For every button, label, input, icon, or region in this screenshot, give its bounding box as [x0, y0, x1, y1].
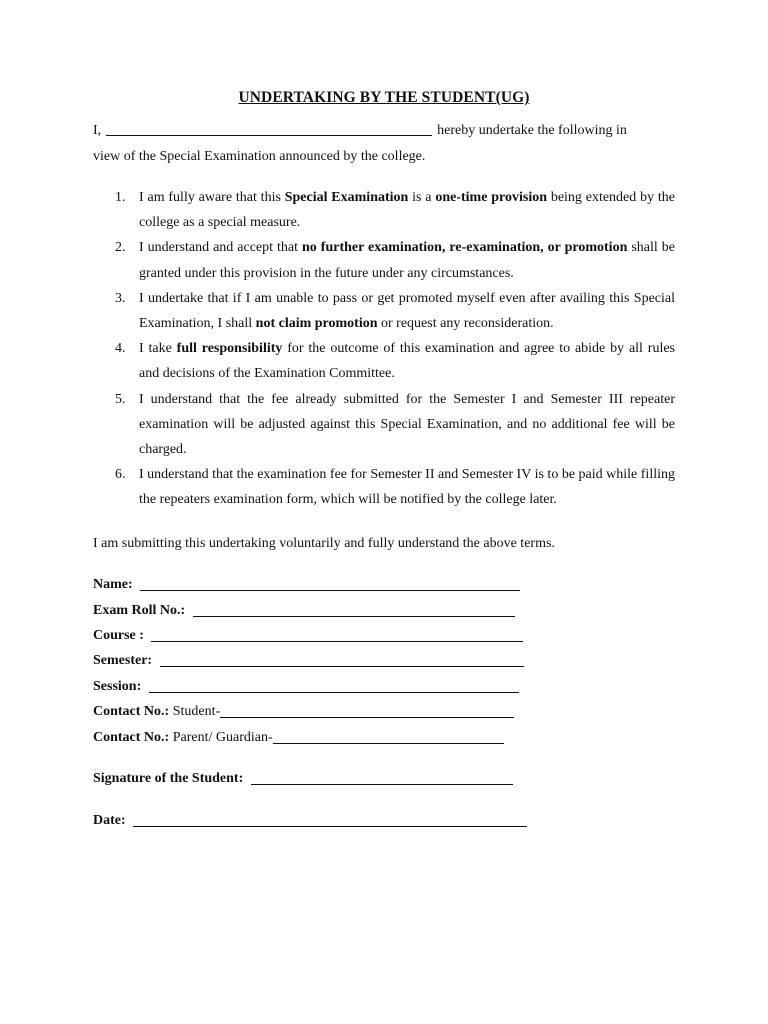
- term-emphasis: full responsibility: [176, 341, 283, 357]
- term-text: is a: [408, 190, 436, 205]
- intro-line-1: [93, 118, 683, 144]
- field-contact-parent: [93, 728, 504, 748]
- intro-prefix: I,: [93, 123, 102, 138]
- terms-list: [93, 185, 675, 513]
- field-date: [93, 811, 527, 831]
- term-number: 1.: [115, 190, 126, 205]
- field-session-line[interactable]: [149, 677, 519, 693]
- field-session-label: Session:: [93, 679, 142, 694]
- field-contact-student-line[interactable]: [220, 702, 514, 718]
- term-number: 5.: [115, 391, 126, 407]
- term-text: shall be granted under this provision in the future under any circumstances.: [139, 240, 675, 281]
- field-semester: [93, 651, 524, 671]
- field-contact-parent-label: Contact No.:: [93, 730, 170, 745]
- term-emphasis: not claim promotion: [255, 316, 378, 332]
- field-contact-student: [93, 702, 514, 722]
- term-item: [93, 462, 675, 512]
- term-number: 6.: [115, 467, 126, 483]
- field-contact-parent-role: Parent/ Guardian-: [172, 730, 273, 745]
- term-text: I understand that the fee already submitted for the Semester I and Semester III repeater examination will be adjusted against this Special Examination, and no additional fee will be charged.: [139, 391, 675, 458]
- term-text: for the outcome of this examination and agree to abide by all rules and decisions of the Examination Committee.: [139, 341, 676, 382]
- term-item: [93, 387, 675, 463]
- field-session: [93, 677, 519, 697]
- term-text: I am fully aware that this: [139, 190, 285, 205]
- field-name-line[interactable]: [140, 575, 520, 591]
- term-emphasis: one-time provision: [435, 190, 547, 205]
- term-item: [93, 235, 675, 285]
- field-exam-roll: [93, 601, 515, 621]
- name-blank-line[interactable]: [106, 121, 432, 136]
- closing-statement: I am submitting this undertaking voluntarily and fully understand the above terms.: [93, 536, 555, 551]
- field-date-label: Date:: [93, 813, 126, 828]
- term-number: 4.: [115, 341, 126, 357]
- term-text: being extended by the college as a special measure.: [139, 190, 675, 231]
- field-exam-roll-label: Exam Roll No.:: [93, 603, 186, 618]
- term-text: I understand that the examination fee for Semester II and Semester IV is to be paid while filling the repeaters examination form, which will be notified by the college later.: [139, 467, 675, 508]
- field-signature-label: Signature of the Student:: [93, 771, 244, 786]
- field-contact-parent-line[interactable]: [273, 728, 504, 744]
- term-emphasis: Special Examination: [284, 190, 409, 205]
- field-contact-student-role: Student-: [172, 704, 221, 719]
- field-name: [93, 575, 520, 595]
- intro-line-2: view of the Special Examination announced by the college.: [93, 149, 426, 164]
- document-title: UNDERTAKING BY THE STUDENT(UG): [238, 89, 530, 106]
- field-course: [93, 626, 523, 646]
- field-date-line[interactable]: [133, 811, 527, 827]
- term-number: 3.: [115, 290, 126, 306]
- term-text: or request any reconsideration.: [377, 316, 554, 332]
- field-course-line[interactable]: [151, 626, 523, 642]
- field-signature-line[interactable]: [251, 769, 513, 785]
- term-text: I take: [139, 341, 177, 357]
- field-signature: [93, 769, 513, 789]
- field-exam-roll-line[interactable]: [193, 601, 515, 617]
- field-course-label: Course :: [93, 628, 144, 643]
- intro-suffix: hereby undertake the following in: [437, 123, 627, 138]
- term-emphasis: no further examination, re-examination, or promotion: [302, 240, 628, 256]
- term-item: [93, 336, 675, 386]
- term-number: 2.: [115, 240, 126, 256]
- field-contact-student-label: Contact No.:: [93, 704, 170, 719]
- field-semester-line[interactable]: [160, 651, 524, 667]
- term-text: I undertake that if I am unable to pass or get promoted myself even after availing this Special Examination, I shall: [139, 290, 675, 332]
- term-item: [93, 185, 675, 235]
- term-item: [93, 286, 675, 336]
- field-semester-label: Semester:: [93, 653, 153, 668]
- term-text: I understand and accept that: [139, 240, 302, 256]
- field-name-label: Name:: [93, 577, 133, 592]
